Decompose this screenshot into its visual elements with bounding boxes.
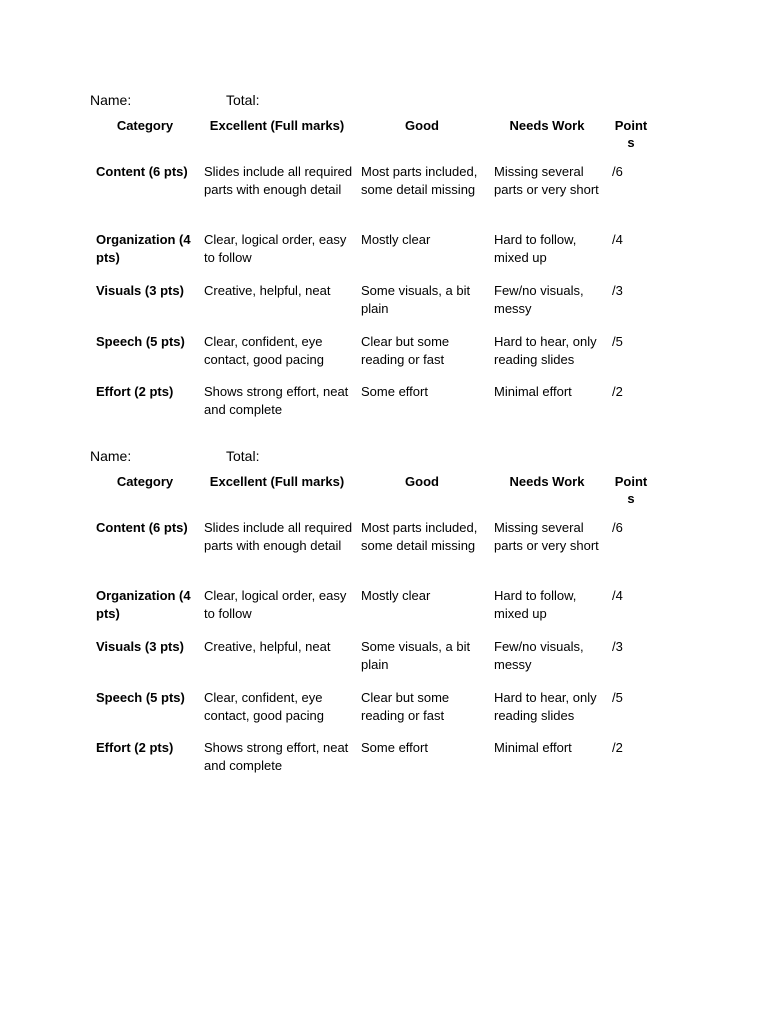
row-good: Mostly clear bbox=[361, 232, 431, 247]
row-category: Effort (2 pts) bbox=[96, 384, 174, 399]
row-excellent: Clear, logical order, easy to follow bbox=[204, 588, 347, 621]
row-points: /6 bbox=[612, 520, 623, 535]
header-excellent: Excellent (Full marks) bbox=[209, 118, 345, 133]
row-needs-work: Hard to hear, only reading slides bbox=[494, 690, 597, 723]
row-category: Effort (2 pts) bbox=[96, 740, 174, 755]
row-excellent: Shows strong effort, neat and complete bbox=[204, 384, 349, 417]
row-needs-work: Minimal effort bbox=[494, 384, 572, 399]
row-good: Clear but some reading or fast bbox=[361, 334, 450, 367]
row-needs-work: Hard to hear, only reading slides bbox=[494, 334, 597, 367]
row-good: Most parts included, some detail missing bbox=[361, 520, 478, 553]
row-category: Organization (4 pts) bbox=[96, 232, 191, 265]
row-good: Some effort bbox=[361, 384, 428, 399]
row-excellent: Clear, confident, eye contact, good pacing bbox=[204, 334, 324, 367]
row-points: /5 bbox=[612, 334, 623, 349]
row-needs-work: Minimal effort bbox=[494, 740, 572, 755]
row-needs-work: Hard to follow, mixed up bbox=[494, 232, 577, 265]
total-label: Total: bbox=[226, 92, 260, 108]
row-category: Visuals (3 pts) bbox=[96, 283, 184, 298]
row-points: /3 bbox=[612, 639, 623, 654]
row-excellent: Slides include all required parts with enough detail bbox=[204, 164, 353, 197]
header-category: Category bbox=[116, 118, 174, 133]
row-points: /4 bbox=[612, 588, 623, 603]
row-good: Clear but some reading or fast bbox=[361, 690, 450, 723]
row-needs-work: Few/no visuals, messy bbox=[494, 283, 584, 316]
header-needs-work: Needs Work bbox=[509, 118, 585, 133]
header-excellent: Excellent (Full marks) bbox=[209, 474, 345, 489]
header-good: Good bbox=[405, 474, 439, 489]
row-points: /2 bbox=[612, 740, 623, 755]
row-good: Some visuals, a bit plain bbox=[361, 639, 471, 672]
row-good: Some effort bbox=[361, 740, 428, 755]
row-needs-work: Hard to follow, mixed up bbox=[494, 588, 577, 621]
row-excellent: Creative, helpful, neat bbox=[204, 639, 331, 654]
name-label: Name: bbox=[90, 92, 132, 108]
row-excellent: Creative, helpful, neat bbox=[204, 283, 331, 298]
row-excellent: Shows strong effort, neat and complete bbox=[204, 740, 349, 773]
row-good: Mostly clear bbox=[361, 588, 431, 603]
row-category: Content (6 pts) bbox=[96, 520, 188, 535]
row-good: Most parts included, some detail missing bbox=[361, 164, 478, 197]
row-points: /6 bbox=[612, 164, 623, 179]
row-category: Speech (5 pts) bbox=[96, 334, 185, 349]
row-needs-work: Few/no visuals, messy bbox=[494, 639, 584, 672]
row-needs-work: Missing several parts or very short bbox=[494, 164, 599, 197]
header-category: Category bbox=[116, 474, 174, 489]
name-label: Name: bbox=[90, 448, 132, 464]
row-good: Some visuals, a bit plain bbox=[361, 283, 471, 316]
header-good: Good bbox=[405, 118, 439, 133]
row-category: Organization (4 pts) bbox=[96, 588, 191, 621]
header-needs-work: Needs Work bbox=[509, 474, 585, 489]
row-points: /3 bbox=[612, 283, 623, 298]
row-excellent: Slides include all required parts with enough detail bbox=[204, 520, 353, 553]
row-points: /4 bbox=[612, 232, 623, 247]
header-points: Points bbox=[614, 474, 648, 506]
row-excellent: Clear, logical order, easy to follow bbox=[204, 232, 347, 265]
row-category: Content (6 pts) bbox=[96, 164, 188, 179]
header-points: Points bbox=[614, 118, 648, 150]
row-points: /5 bbox=[612, 690, 623, 705]
row-needs-work: Missing several parts or very short bbox=[494, 520, 599, 553]
row-category: Visuals (3 pts) bbox=[96, 639, 184, 654]
row-category: Speech (5 pts) bbox=[96, 690, 185, 705]
row-points: /2 bbox=[612, 384, 623, 399]
row-excellent: Clear, confident, eye contact, good pacing bbox=[204, 690, 324, 723]
total-label: Total: bbox=[226, 448, 260, 464]
